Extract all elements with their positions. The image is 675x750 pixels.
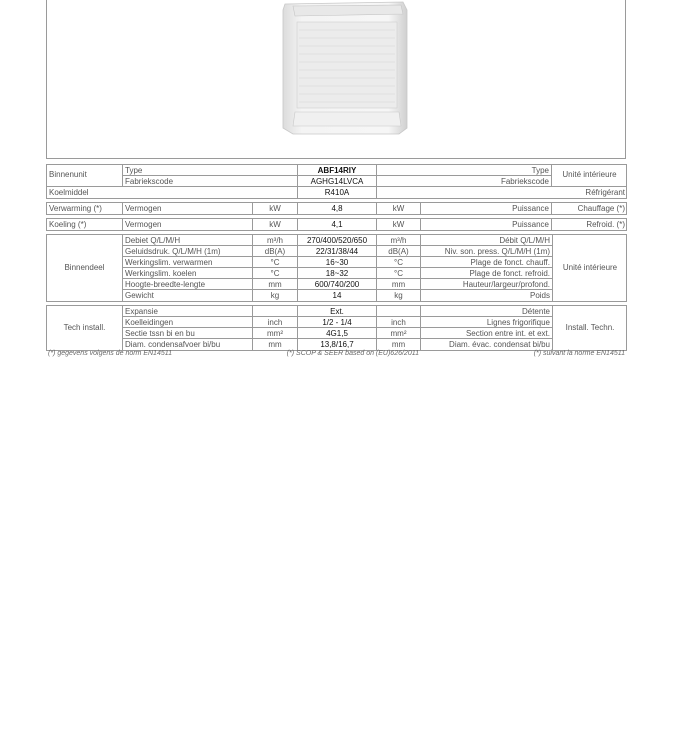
air-conditioner-unit-image [275, 0, 415, 140]
tech-label-fr: Section entre int. et ext. [421, 328, 552, 339]
type-label-nl: Type [123, 165, 298, 176]
tech-label-fr: Diam. évac. condensat bi/bu [449, 340, 550, 349]
spec-label-fr: Poids [529, 291, 550, 300]
spec-unit: kg [253, 290, 298, 301]
spec-label-fr: Hauteur/largeur/profond. [421, 279, 552, 290]
tech-label-fr: Détente [421, 306, 552, 317]
unit-identification-block [46, 164, 627, 199]
footnote-scop: (*) SCOP & SEER based on (EU)626/2011 [286, 350, 419, 357]
spec-label-nl: Werkingslim. koelen [123, 268, 253, 279]
spec-label-fr: Débit Q/L/M/H [421, 235, 552, 246]
binnenunit-label: Binnenunit [47, 165, 123, 187]
spec-unit-fr: °C [377, 257, 421, 268]
spec-value: 22/31/38/44 [298, 246, 377, 257]
cooling-group-fr: Refroid. (*) [586, 220, 625, 229]
spec-value: 270/400/520/650 [298, 235, 377, 246]
tech-install-block [46, 305, 627, 351]
spec-label-nl: Werkingslim. verwarmen [123, 257, 253, 268]
spec-label-nl: Debiet Q/L/M/H [123, 235, 253, 246]
heating-group-fr: Chauffage (*) [577, 204, 625, 213]
tech-group-fr: Install. Techn. [552, 306, 627, 350]
binnendeel-group-fr: Unité intérieure [552, 235, 627, 301]
spec-label-nl: Hoogte-breedte-lengte [123, 279, 253, 290]
spec-unit: °C [253, 268, 298, 279]
footnote-nl: (*) gegevens volgens de norm EN14511 [48, 350, 173, 357]
tech-value: 1/2 - 1/4 [298, 317, 377, 328]
factory-code: AGHG14LVCA [298, 176, 377, 187]
heating-value: 4,8 [298, 203, 377, 214]
spec-value: 14 [298, 290, 377, 301]
spec-unit-fr: m³/h [377, 235, 421, 246]
type-label-fr: Type [377, 165, 552, 176]
tech-unit-fr [377, 306, 421, 317]
koelmiddel-label: Koelmiddel [47, 187, 298, 198]
spec-unit-fr: mm [377, 279, 421, 290]
spec-label-fr: Niv. son. press. Q/L/M/H (1m) [421, 246, 552, 257]
tech-label-fr: Lignes frigorifique [421, 317, 552, 328]
cooling-param-nl: Vermogen [123, 219, 253, 230]
tech-group-label: Tech install. [47, 306, 123, 350]
product-photo-frame [46, 0, 626, 159]
tech-unit-fr: inch [377, 317, 421, 328]
spec-unit-fr: kg [377, 290, 421, 301]
binnendeel-group-label: Binnendeel [47, 235, 123, 301]
spec-label-nl: Geluidsdruk. Q/L/M/H (1m) [123, 246, 253, 257]
heating-group-label: Verwarming (*) [47, 203, 123, 214]
tech-label-nl: Expansie [123, 306, 253, 317]
spec-label-nl: Gewicht [123, 290, 253, 301]
spec-label-fr: Plage de fonct. chauff. [421, 257, 552, 268]
binnendeel-block [46, 234, 627, 302]
spec-sheet [46, 164, 627, 357]
spec-label-fr: Plage de fonct. refroid. [421, 268, 552, 279]
tech-value: 13,8/16,7 [298, 339, 377, 350]
spec-unit: dB(A) [253, 246, 298, 257]
cooling-param-fr: Puissance [421, 219, 552, 230]
unite-interieure-label: Unité intérieure [552, 165, 627, 187]
refrigerant-value: R410A [298, 187, 377, 198]
spec-value: 600/740/200 [298, 279, 377, 290]
tech-unit [253, 306, 298, 317]
footnotes [46, 350, 627, 357]
cooling-block [46, 218, 627, 231]
tech-unit-fr: mm² [377, 328, 421, 339]
cooling-unit: kW [253, 219, 298, 230]
tech-unit-fr: mm [377, 339, 421, 350]
refrigerant-label-fr: Réfrigérant [585, 188, 625, 197]
tech-label-nl: Koelleidingen [123, 317, 253, 328]
spec-unit-fr: dB(A) [377, 246, 421, 257]
fabriekscode-label-fr: Fabriekscode [377, 176, 552, 187]
tech-value: Ext. [298, 306, 377, 317]
tech-value: 4G1,5 [298, 328, 377, 339]
footnote-fr: (*) suivant la norme EN14511 [533, 350, 625, 357]
spec-value: 18~32 [298, 268, 377, 279]
tech-unit: mm² [253, 328, 298, 339]
heating-param-nl: Vermogen [123, 203, 253, 214]
cooling-value: 4,1 [298, 219, 377, 230]
fabriekscode-label-nl: Fabriekscode [123, 176, 298, 187]
spec-unit: °C [253, 257, 298, 268]
heating-unit-fr: kW [377, 203, 421, 214]
heating-block [46, 202, 627, 215]
tech-unit: inch [253, 317, 298, 328]
spec-unit-fr: °C [377, 268, 421, 279]
spec-unit: mm [253, 279, 298, 290]
spec-value: 16~30 [298, 257, 377, 268]
tech-label-nl: Diam. condensafvoer bi/bu [123, 339, 253, 350]
cooling-unit-fr: kW [377, 219, 421, 230]
model-code: ABF14RIY [298, 165, 377, 176]
tech-label-nl: Sectie tssn bi en bu [123, 328, 253, 339]
cooling-group-label: Koeling (*) [47, 219, 123, 230]
heating-unit: kW [253, 203, 298, 214]
heating-param-fr: Puissance [421, 203, 552, 214]
spec-unit: m³/h [253, 235, 298, 246]
tech-unit: mm [253, 339, 298, 350]
